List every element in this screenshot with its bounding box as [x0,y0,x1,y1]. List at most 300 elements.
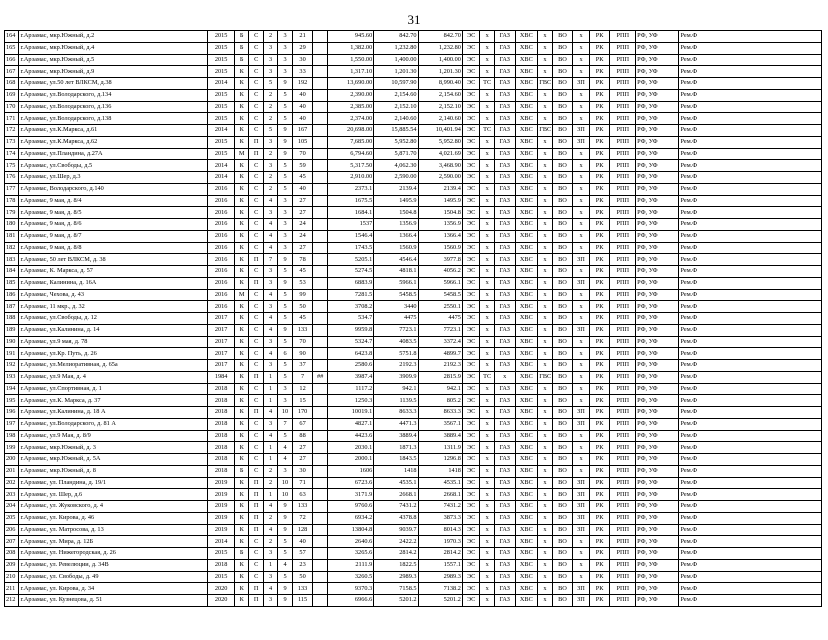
cell-foundation: РФ, УФ [636,254,679,266]
cell-row-number: 178 [5,195,19,207]
cell-type-code: К [235,536,249,548]
cell-residential-area: 1418 [418,465,462,477]
cell-cold-water: ХВС [515,89,538,101]
cell-apartments: 45 [292,313,313,325]
cell-electricity: ЭС [462,512,480,524]
cell-fire-system: х [573,383,590,395]
cell-material-code: С [249,66,263,78]
cell-residential-area: 942.1 [418,383,462,395]
cell-residential-area: 8014.3 [418,524,462,536]
cell-foundation: РФ, УФ [636,183,679,195]
cell-cold-water: ХВС [515,559,538,571]
cell-sewerage: ВО [552,595,573,607]
cell-apartments: 15 [292,395,313,407]
cell-foundation: РФ, УФ [636,125,679,137]
cell-year: 2019 [208,524,235,536]
cell-facade-repair: РПП [610,524,636,536]
cell-living-area: 2422.2 [374,536,418,548]
cell-type-code: М [235,289,249,301]
cell-entrances: 4 [263,524,277,536]
table-row [5,101,822,113]
cell-gas: ГАЗ [494,583,515,595]
cell-electricity: ЭС [462,219,480,231]
cell-row-number: 204 [5,501,19,513]
cell-extra-mark [313,54,327,66]
cell-roof-repair: РК [589,512,610,524]
cell-floors: 4 [278,559,292,571]
cell-hot-water: х [538,113,552,125]
cell-year: 2019 [208,489,235,501]
cell-roof-repair: РК [589,489,610,501]
cell-gas: ГАЗ [494,66,515,78]
cell-electricity: ЭС [462,242,480,254]
cell-cold-water: ХВС [515,418,538,430]
cell-sewerage: ВО [552,254,573,266]
cell-total-area: 2,385.00 [327,101,373,113]
cell-material-code: С [249,289,263,301]
cell-roof-repair: РК [589,430,610,442]
cell-fire-system: ЗП [573,277,590,289]
cell-electricity: ЭС [462,301,480,313]
cell-extra-mark [313,207,327,219]
cell-foundation: РФ, УФ [636,336,679,348]
cell-fire-system: х [573,266,590,278]
cell-roof-repair: РК [589,78,610,90]
cell-cold-water: ХВС [515,113,538,125]
cell-heating: х [480,277,494,289]
cell-repair-fund: Рем.Ф [679,583,822,595]
cell-entrances: 3 [263,42,277,54]
cell-floors: 9 [278,78,292,90]
cell-apartments: 24 [292,219,313,231]
cell-foundation: РФ, УФ [636,230,679,242]
cell-gas: ГАЗ [494,183,515,195]
cell-type-code: Б [235,465,249,477]
cell-electricity: ЭС [462,183,480,195]
cell-residential-area: 2139.4 [418,183,462,195]
cell-type-code: М [235,148,249,160]
cell-sewerage: ВО [552,465,573,477]
cell-material-code: С [249,313,263,325]
cell-total-area: 1,317.10 [327,66,373,78]
cell-living-area: 4,062.30 [374,160,418,172]
cell-repair-fund: Рем.Ф [679,31,822,43]
cell-heating: х [480,501,494,513]
cell-total-area: 5324.7 [327,336,373,348]
cell-foundation: РФ, УФ [636,66,679,78]
cell-sewerage: ВО [552,266,573,278]
cell-roof-repair: РК [589,348,610,360]
cell-material-code: С [249,113,263,125]
cell-fire-system: ЗП [573,418,590,430]
cell-year: 2014 [208,78,235,90]
cell-type-code: К [235,430,249,442]
cell-gas: ГАЗ [494,324,515,336]
cell-type-code: К [235,595,249,607]
cell-gas: ГАЗ [494,266,515,278]
cell-total-area: 1537 [327,219,373,231]
cell-foundation: РФ, УФ [636,395,679,407]
table-row [5,289,822,301]
cell-facade-repair: РПП [610,277,636,289]
cell-roof-repair: РК [589,172,610,184]
cell-heating: х [480,148,494,160]
cell-extra-mark [313,489,327,501]
cell-entrances: 4 [263,324,277,336]
table-row [5,195,822,207]
cell-hot-water: х [538,42,552,54]
table-row [5,313,822,325]
cell-cold-water: ХВС [515,195,538,207]
cell-roof-repair: РК [589,66,610,78]
cell-year: 2019 [208,501,235,513]
cell-hot-water: х [538,289,552,301]
cell-cold-water: ХВС [515,313,538,325]
cell-entrances: 4 [263,230,277,242]
cell-year: 2015 [208,136,235,148]
cell-heating: х [480,442,494,454]
cell-year: 2016 [208,301,235,313]
cell-repair-fund: Рем.Ф [679,254,822,266]
cell-material-code: П [249,277,263,289]
cell-floors: 5 [278,172,292,184]
cell-fire-system: х [573,313,590,325]
cell-material-code: П [249,489,263,501]
cell-electricity: ЭС [462,66,480,78]
cell-living-area: 1495.9 [374,195,418,207]
cell-repair-fund: Рем.Ф [679,242,822,254]
cell-cold-water: ХВС [515,536,538,548]
cell-facade-repair: РПП [610,183,636,195]
cell-living-area: 1139.5 [374,395,418,407]
cell-extra-mark [313,89,327,101]
cell-electricity: ЭС [462,101,480,113]
cell-apartments: 78 [292,254,313,266]
cell-fire-system: х [573,442,590,454]
cell-residential-area: 3372.4 [418,336,462,348]
cell-heating: х [480,183,494,195]
cell-residential-area: 3889.4 [418,430,462,442]
table-row [5,113,822,125]
cell-floors: 5 [278,360,292,372]
cell-sewerage: ВО [552,136,573,148]
cell-cold-water: ХВС [515,207,538,219]
cell-gas: ГАЗ [494,489,515,501]
cell-residential-area: 4056.2 [418,266,462,278]
cell-floors: 3 [278,465,292,477]
cell-extra-mark: ## [313,371,327,383]
cell-extra-mark [313,407,327,419]
cell-type-code: К [235,78,249,90]
cell-heating: х [480,66,494,78]
cell-entrances: 2 [263,89,277,101]
cell-sewerage: ВО [552,548,573,560]
cell-roof-repair: РК [589,477,610,489]
cell-sewerage: ВО [552,66,573,78]
cell-heating: х [480,454,494,466]
cell-row-number: 190 [5,336,19,348]
cell-roof-repair: РК [589,407,610,419]
cell-roof-repair: РК [589,324,610,336]
cell-apartments: 30 [292,54,313,66]
cell-gas: ГАЗ [494,536,515,548]
cell-total-area: 6,794.60 [327,148,373,160]
cell-year: 2016 [208,242,235,254]
cell-material-code: С [249,418,263,430]
cell-apartments: 57 [292,548,313,560]
cell-roof-repair: РК [589,101,610,113]
cell-apartments: 45 [292,266,313,278]
cell-extra-mark [313,289,327,301]
cell-apartments: 27 [292,207,313,219]
cell-electricity: ЭС [462,395,480,407]
cell-floors: 5 [278,289,292,301]
cell-fire-system: х [573,42,590,54]
cell-gas: ГАЗ [494,195,515,207]
cell-type-code: К [235,583,249,595]
cell-residential-area: 4899.7 [418,348,462,360]
cell-gas: ГАЗ [494,313,515,325]
cell-material-code: С [249,336,263,348]
cell-roof-repair: РК [589,454,610,466]
cell-heating: х [480,266,494,278]
cell-gas: ГАЗ [494,571,515,583]
cell-sewerage: ВО [552,524,573,536]
cell-living-area: 2,140.60 [374,113,418,125]
cell-type-code: Б [235,548,249,560]
cell-extra-mark [313,66,327,78]
cell-roof-repair: РК [589,31,610,43]
cell-hot-water: х [538,183,552,195]
cell-living-area: 2139.4 [374,183,418,195]
cell-cold-water: ХВС [515,148,538,160]
cell-row-number: 211 [5,583,19,595]
cell-fire-system: х [573,536,590,548]
cell-extra-mark [313,430,327,442]
cell-roof-repair: РК [589,360,610,372]
cell-cold-water: ХВС [515,183,538,195]
cell-year: 2016 [208,277,235,289]
cell-heating: х [480,89,494,101]
cell-hot-water: х [538,266,552,278]
cell-row-number: 203 [5,489,19,501]
cell-living-area: 7158.5 [374,583,418,595]
cell-foundation: РФ, УФ [636,289,679,301]
cell-address: г.Арзамас, ул.К. Маркса, д. 37 [19,395,208,407]
cell-floors: 3 [278,31,292,43]
cell-gas: ГАЗ [494,207,515,219]
cell-material-code: С [249,78,263,90]
cell-heating: х [480,172,494,184]
cell-electricity: ЭС [462,136,480,148]
cell-gas: ГАЗ [494,548,515,560]
cell-heating: х [480,524,494,536]
cell-facade-repair: РПП [610,113,636,125]
cell-cold-water: ХВС [515,442,538,454]
cell-floors: 5 [278,89,292,101]
table-row [5,418,822,430]
cell-year: 2020 [208,595,235,607]
cell-total-area: 7281.5 [327,289,373,301]
cell-repair-fund: Рем.Ф [679,183,822,195]
table-row [5,395,822,407]
cell-fire-system: х [573,465,590,477]
cell-living-area: 4546.4 [374,254,418,266]
cell-floors: 4 [278,454,292,466]
cell-fire-system: х [573,289,590,301]
cell-facade-repair: РПП [610,395,636,407]
cell-address: г.Арзамас, ул.50 лет ВЛКСМ, д.38 [19,78,208,90]
cell-apartments: 29 [292,42,313,54]
cell-hot-water: х [538,301,552,313]
cell-hot-water: ГВС [538,78,552,90]
cell-material-code: С [249,242,263,254]
cell-year: 2018 [208,383,235,395]
cell-living-area: 842.70 [374,31,418,43]
cell-sewerage: ВО [552,418,573,430]
cell-entrances: 3 [263,66,277,78]
cell-entrances: 4 [263,219,277,231]
cell-extra-mark [313,136,327,148]
cell-address: г.Арзамас, ул.К.Маркса, д.62 [19,136,208,148]
cell-residential-area: 2668.1 [418,489,462,501]
cell-heating: х [480,430,494,442]
cell-heating: х [480,559,494,571]
cell-repair-fund: Рем.Ф [679,336,822,348]
cell-sewerage: ВО [552,348,573,360]
cell-roof-repair: РК [589,465,610,477]
cell-address: г.Арзамас, 50 лет ВЛКСМ, д. 38 [19,254,208,266]
cell-facade-repair: РПП [610,254,636,266]
cell-living-area: 1,201.30 [374,66,418,78]
cell-total-area: 2111.9 [327,559,373,571]
cell-repair-fund: Рем.Ф [679,477,822,489]
cell-sewerage: ВО [552,512,573,524]
cell-foundation: РФ, УФ [636,559,679,571]
cell-entrances: 5 [263,78,277,90]
cell-address: г.Арзамас, ул.Володарского, д.134 [19,89,208,101]
cell-entrances: 2 [263,172,277,184]
cell-type-code: Б [235,54,249,66]
cell-facade-repair: РПП [610,548,636,560]
cell-heating: х [480,54,494,66]
cell-heating: х [480,219,494,231]
cell-roof-repair: РК [589,442,610,454]
cell-roof-repair: РК [589,242,610,254]
cell-extra-mark [313,501,327,513]
cell-row-number: 201 [5,465,19,477]
cell-facade-repair: РПП [610,371,636,383]
cell-year: 2015 [208,66,235,78]
cell-electricity: ЭС [462,371,480,383]
cell-extra-mark [313,571,327,583]
cell-address: г.Арзамас, ул.9 Мая, д. 8/9 [19,430,208,442]
cell-year: 2014 [208,172,235,184]
cell-cold-water: ХВС [515,477,538,489]
cell-extra-mark [313,383,327,395]
cell-hot-water: ГВС [538,125,552,137]
cell-electricity: ЭС [462,454,480,466]
cell-gas: ГАЗ [494,465,515,477]
cell-type-code: К [235,136,249,148]
cell-heating: х [480,289,494,301]
cell-facade-repair: РПП [610,172,636,184]
cell-hot-water: х [538,407,552,419]
cell-row-number: 171 [5,113,19,125]
cell-type-code: К [235,348,249,360]
table-row [5,160,822,172]
cell-living-area: 5966.1 [374,277,418,289]
cell-electricity: ЭС [462,160,480,172]
cell-apartments: 71 [292,477,313,489]
cell-entrances: 3 [263,160,277,172]
cell-gas: ГАЗ [494,454,515,466]
cell-facade-repair: РПП [610,430,636,442]
cell-total-area: 1743.5 [327,242,373,254]
cell-floors: 3 [278,383,292,395]
cell-heating: х [480,113,494,125]
cell-material-code: С [249,430,263,442]
cell-residential-area: 2989.3 [418,571,462,583]
cell-sewerage: ВО [552,583,573,595]
cell-electricity: ЭС [462,289,480,301]
cell-material-code: С [249,548,263,560]
cell-living-area: 7431.2 [374,501,418,513]
cell-hot-water: х [538,313,552,325]
cell-residential-area: 2,590.00 [418,172,462,184]
cell-material-code: С [249,42,263,54]
cell-foundation: РФ, УФ [636,172,679,184]
cell-residential-area: 10,401.94 [418,125,462,137]
cell-cold-water: ХВС [515,395,538,407]
cell-entrances: 1 [263,489,277,501]
cell-row-number: 185 [5,277,19,289]
cell-row-number: 198 [5,430,19,442]
cell-sewerage: ВО [552,454,573,466]
cell-facade-repair: РПП [610,571,636,583]
cell-apartments: 90 [292,348,313,360]
cell-address: г.Арзамас, К. Маркса, д. 57 [19,266,208,278]
cell-total-area: 13,690.00 [327,78,373,90]
cell-facade-repair: РПП [610,289,636,301]
cell-row-number: 164 [5,31,19,43]
cell-roof-repair: РК [589,277,610,289]
cell-electricity: ЭС [462,524,480,536]
cell-fire-system: х [573,148,590,160]
cell-foundation: РФ, УФ [636,512,679,524]
cell-total-area: 3987.4 [327,371,373,383]
cell-residential-area: 3567.1 [418,418,462,430]
cell-type-code: К [235,418,249,430]
cell-type-code: К [235,313,249,325]
cell-material-code: С [249,195,263,207]
cell-sewerage: ВО [552,477,573,489]
cell-roof-repair: РК [589,289,610,301]
cell-total-area: 4827.1 [327,418,373,430]
cell-sewerage: ВО [552,430,573,442]
cell-row-number: 212 [5,595,19,607]
cell-material-code: С [249,395,263,407]
cell-fire-system: х [573,430,590,442]
cell-entrances: 4 [263,313,277,325]
cell-year: 2016 [208,219,235,231]
cell-gas: ГАЗ [494,595,515,607]
cell-fire-system: х [573,101,590,113]
cell-heating: х [480,207,494,219]
cell-facade-repair: РПП [610,536,636,548]
cell-fire-system: х [573,301,590,313]
cell-total-area: 6423.8 [327,348,373,360]
